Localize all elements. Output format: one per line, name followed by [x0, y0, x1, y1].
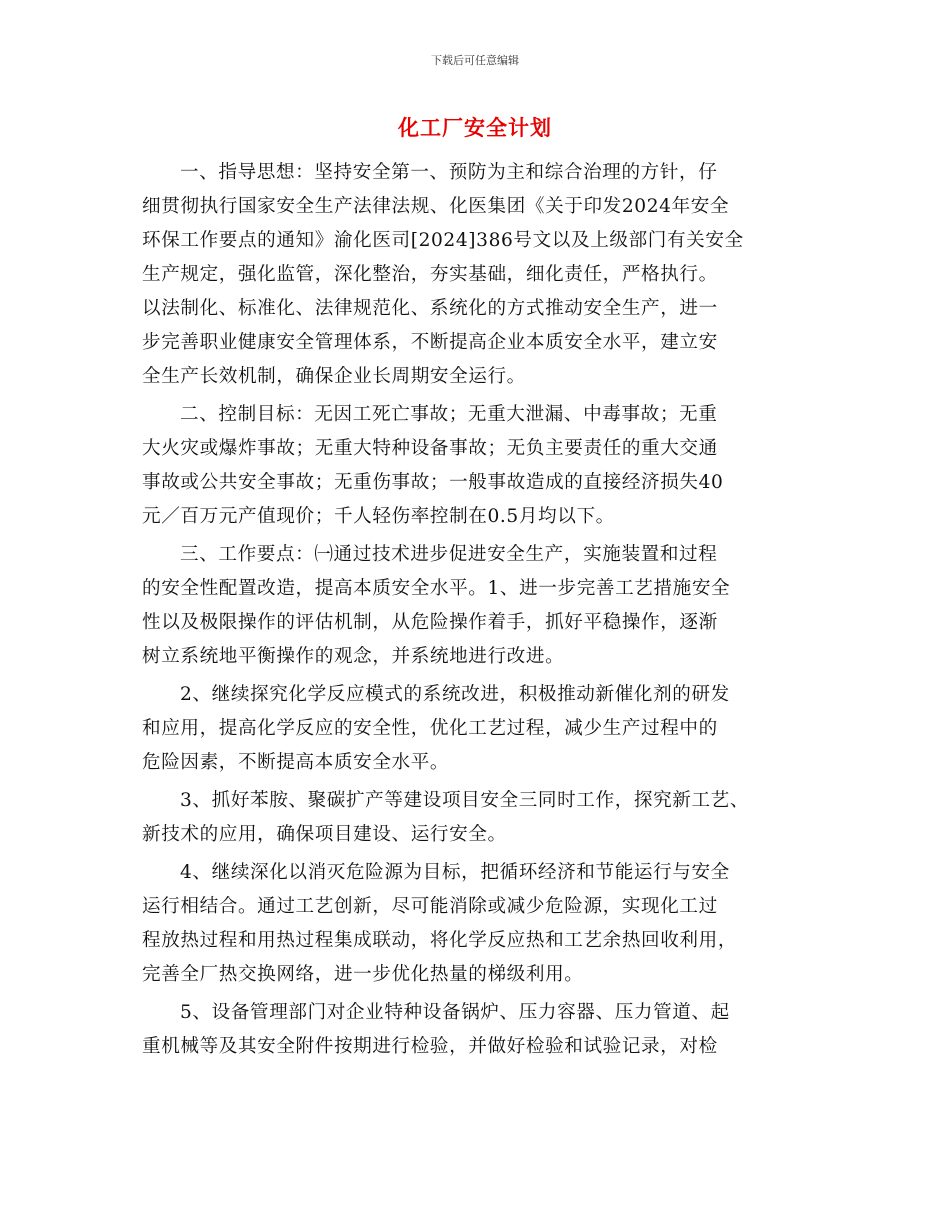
paragraph-item-5 [142, 996, 824, 1064]
text-line: 危险因素，不断提高本质安全水平。 [142, 752, 450, 773]
text-line: 2、继续探究化学反应模式的系统改进，积极推动新催化剂的研发 [180, 684, 730, 705]
paragraph-item-2 [142, 678, 824, 780]
document-title: 化工厂安全计划 [398, 116, 552, 140]
text-line: 性以及极限操作的评估机制，从危险操作着手，抓好平稳操作，逐渐 [142, 612, 718, 633]
text-line: 以法制化、标准化、法律规范化、系统化的方式推动安全生产，进一 [142, 298, 718, 319]
paragraph-control-targets [142, 398, 824, 534]
text-line: 一、指导思想：坚持安全第一、预防为主和综合治理的方针，仔 [180, 162, 718, 183]
text-line: 二、控制目标：无因工死亡事故；无重大泄漏、中毒事故；无重 [180, 404, 718, 425]
text-line: 细贯彻执行国家安全生产法律法规、化医集团《关于印发2024年安全 [142, 196, 730, 217]
text-line: 新技术的应用，确保项目建设、运行安全。 [142, 824, 507, 845]
paragraph-work-points [142, 538, 824, 674]
text-line: 树立系统地平衡操作的观念，并系统地进行改进。 [142, 646, 565, 667]
text-line: 事故或公共安全事故；无重伤事故；一般事故造成的直接经济损失40 [142, 472, 724, 493]
text-line: 步完善职业健康安全管理体系，不断提高企业本质安全水平，建立安 [142, 332, 718, 353]
text-line: 生产规定，强化监管，深化整治，夯实基础，细化责任，严格执行。 [142, 264, 718, 285]
text-line: 完善全厂热交换网络，进一步优化热量的梯级利用。 [142, 964, 584, 985]
text-line: 全生产长效机制，确保企业长周期安全运行。 [142, 366, 526, 387]
paragraph-item-4 [142, 856, 824, 992]
paragraph-item-3 [142, 784, 824, 852]
text-line: 三、工作要点：㈠通过技术进步促进安全生产，实施装置和过程 [180, 544, 718, 565]
text-line: 和应用，提高化学反应的安全性，优化工艺过程，减少生产过程中的 [142, 718, 718, 739]
text-line: 3、抓好苯胺、聚碳扩产等建设项目安全三同时工作，探究新工艺、 [180, 790, 750, 811]
text-line: 元／百万元产值现价；千人轻伤率控制在0.5月均以下。 [142, 506, 615, 527]
text-line: 大火灾或爆炸事故；无重大特种设备事故；无负主要责任的重大交通 [142, 438, 718, 459]
text-line: 程放热过程和用热过程集成联动，将化学反应热和工艺余热回收利用， [142, 930, 738, 951]
text-line: 4、继续深化以消灭危险源为目标，把循环经济和节能运行与安全 [180, 862, 730, 883]
text-line: 的安全性配置改造，提高本质安全水平。1、进一步完善工艺措施安全 [142, 578, 731, 599]
header-note: 下载后可任意编辑 [431, 54, 519, 67]
text-line: 环保工作要点的通知》渝化医司[2024]386号文以及上级部门有关安全 [142, 230, 744, 251]
paragraph-guiding-ideology [142, 156, 824, 394]
text-line: 重机械等及其安全附件按期进行检验，并做好检验和试验记录，对检 [142, 1036, 718, 1057]
text-line: 5、设备管理部门对企业特种设备锅炉、压力容器、压力管道、起 [180, 1002, 730, 1023]
text-line: 运行相结合。通过工艺创新，尽可能消除或减少危险源，实现化工过 [142, 896, 718, 917]
document-body [142, 156, 824, 1068]
